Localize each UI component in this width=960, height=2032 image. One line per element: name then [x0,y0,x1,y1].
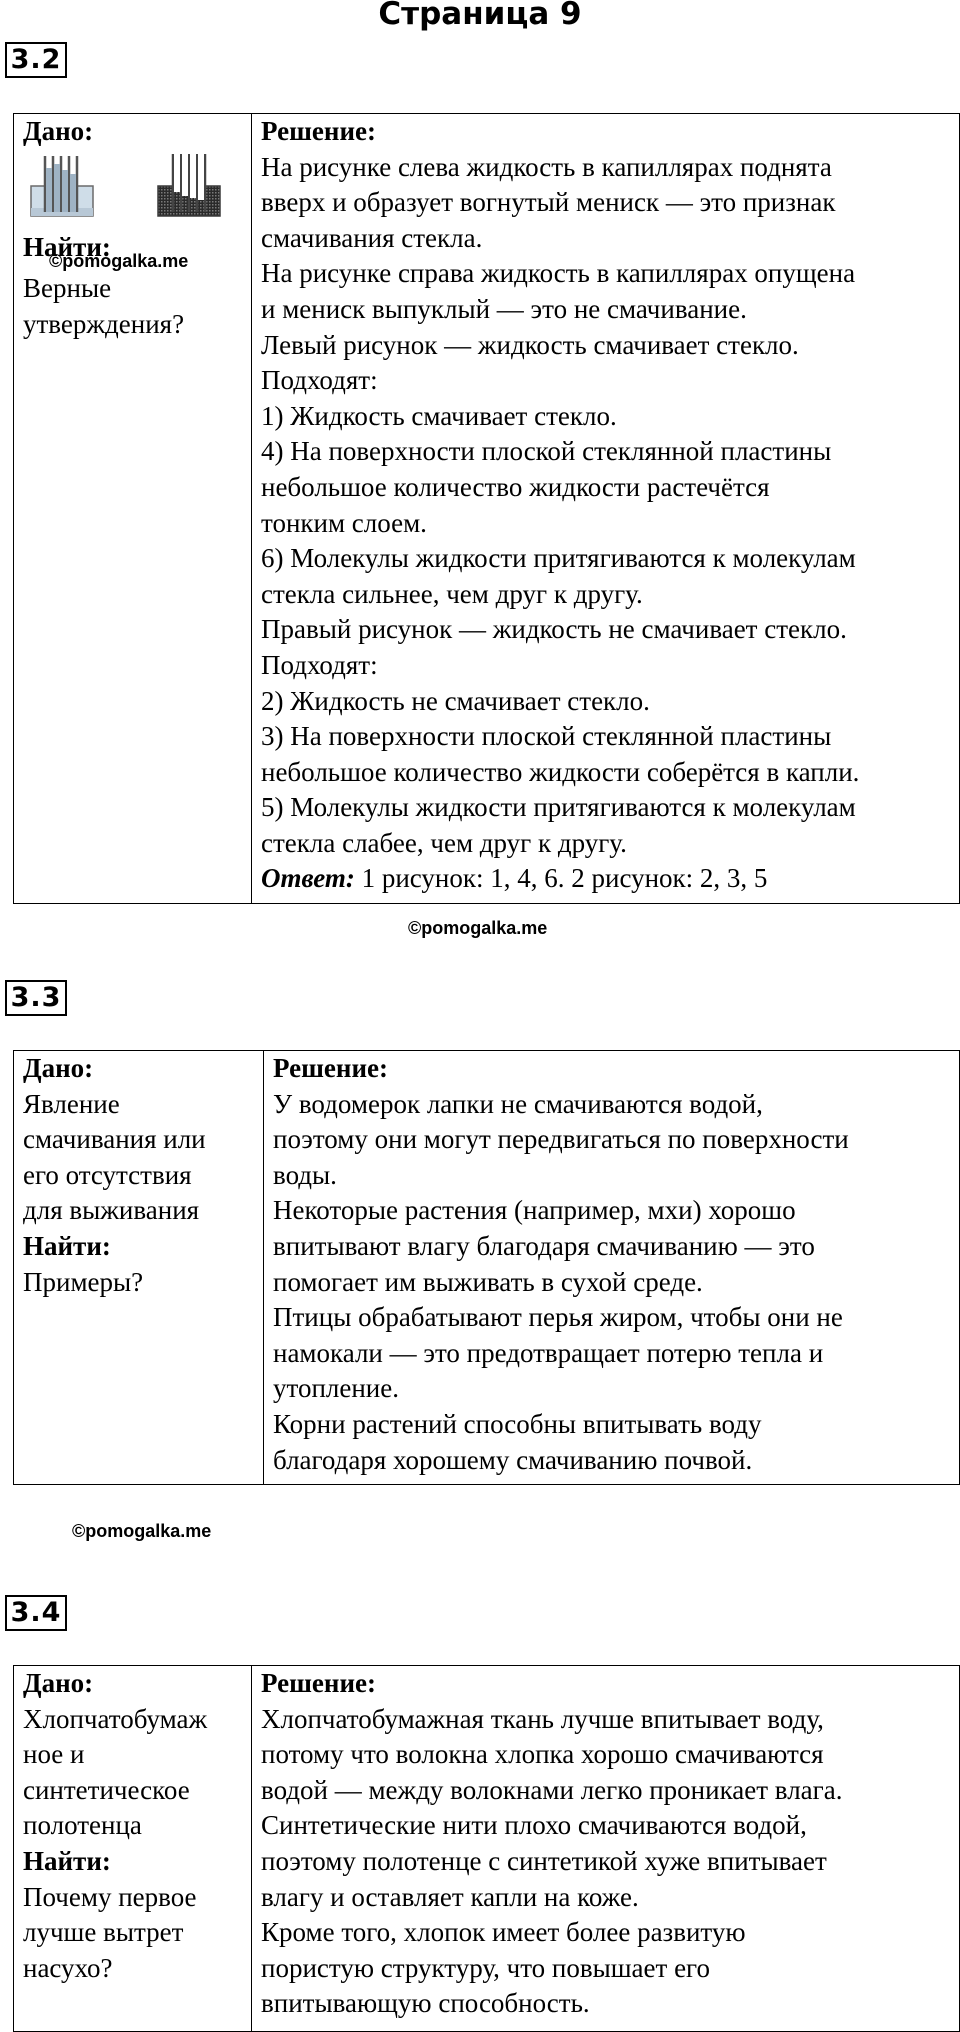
find-text-line: утверждения? [23,308,185,339]
solution-line: На рисунке слева жидкость в капиллярах поднята [261,151,832,182]
solution-line: Правый рисунок — жидкость не смачивает стекло. [261,614,847,645]
solution-line: тонким слоем. [261,507,427,538]
given-label: Дано: [23,1668,94,1698]
given-label: Дано: [23,1053,94,1083]
given-text-line: его отсутствия [23,1159,192,1190]
solution-line: Подходят: [261,649,378,680]
solution-line: стекла сильнее, чем друг к другу. [261,578,643,609]
answer-line [261,861,959,897]
solution-line: 6) Молекулы жидкости притягиваются к молекулам [261,543,856,574]
given-text-line: для выживания [23,1195,200,1226]
solution-label: Решение: [273,1053,388,1083]
given-label: Дано: [23,116,94,146]
solution-line: влагу и оставляет капли на коже. [261,1881,639,1912]
solution-line: На рисунке справа жидкость в капиллярах опущена [261,258,856,289]
given-cell [14,1666,252,2032]
solution-line: вверх и образует вогнутый мениск — это признак [261,187,836,218]
task-number-3-4: 3.4 [5,1595,67,1631]
given-text-line: синтетическое [23,1774,190,1805]
find-text-line: Почему первое [23,1881,197,1912]
find-text-line: лучше вытрет [23,1917,184,1948]
solution-line: 4) На поверхности плоской стеклянной пластины [261,436,832,467]
solution-line: впитывающую способность. [261,1988,590,2019]
solution-line: 2) Жидкость не смачивает стекло. [261,685,650,716]
solution-line: пористую структуру, что повышает его [261,1952,710,1983]
given-text-line: Явление [23,1088,120,1119]
page-title: Страница 9 [378,0,582,32]
solution-label: Решение: [261,116,376,146]
solution-line: намокали — это предотвращает потерю тепла и [273,1337,824,1368]
find-label: Найти: [23,231,111,262]
given-text-line: ное и [23,1739,85,1770]
given-cell [14,114,252,904]
watermark: ©pomogalka.me [49,251,189,272]
solution-line: помогает им выживать в сухой среде. [273,1266,703,1297]
solution-line: смачивания стекла. [261,222,483,253]
solution-line: воды. [273,1159,337,1190]
given-text-line: смачивания или [23,1124,206,1155]
solution-line: Птицы обрабатывают перья жиром, чтобы они не [273,1302,843,1333]
answer-label: Ответ: [261,863,355,894]
solution-line: поэтому они могут передвигаться по поверхности [273,1124,849,1155]
find-text-line: насухо? [23,1952,113,1983]
right-vessel [158,154,220,216]
solution-line: водой — между волокнами легко проникает влага. [261,1774,843,1805]
task-table-3-3 [13,1050,960,1485]
solution-cell [264,1051,960,1485]
solution-line: небольшое количество жидкости соберётся в капли. [261,756,860,787]
solution-line: 1) Жидкость смачивает стекло. [261,400,617,431]
given-cell [14,1051,264,1485]
watermark: ©pomogalka.me [72,1521,212,1541]
find-text-line: Верные [23,273,112,304]
find-label: Найти: [23,1845,111,1876]
solution-line: Некоторые растения (например, мхи) хорошо [273,1195,796,1226]
left-vessel [31,156,93,216]
solution-line: Левый рисунок — жидкость смачивает стекло. [261,329,799,360]
solution-line: Корни растений способны впитывать воду [273,1408,762,1439]
given-text-line: Хлопчатобумаж [23,1703,208,1734]
solution-line: утопление. [273,1373,399,1404]
solution-label: Решение: [261,1668,376,1698]
task-number-3-2: 3.2 [5,42,67,78]
watermark: ©pomogalka.me [408,918,548,938]
solution-line: поэтому полотенце с синтетикой хуже впитывает [261,1845,827,1876]
solution-line: небольшое количество жидкости растечётся [261,471,770,502]
solution-line: и мениск выпуклый — это не смачивание. [261,293,747,324]
task-table-3-2 [13,113,960,904]
solution-line: Кроме того, хлопок имеет более развитую [261,1917,746,1948]
solution-line: Хлопчатобумажная ткань лучше впитывает воду, [261,1703,824,1734]
solution-line: стекла слабее, чем друг к другу. [261,827,627,858]
task-number-3-3: 3.3 [5,980,67,1016]
given-text-line: полотенца [23,1810,142,1841]
capillary-figure [23,150,228,228]
solution-line: 3) На поверхности плоской стеклянной пластины [261,721,832,752]
answer-text: 1 рисунок: 1, 4, 6. 2 рисунок: 2, 3, 5 [354,863,768,894]
solution-line: потому что волокна хлопка хорошо смачиваются [261,1739,824,1770]
solution-line: У водомерок лапки не смачиваются водой, [273,1088,763,1119]
solution-line: 5) Молекулы жидкости притягиваются к молекулам [261,792,856,823]
solution-line: благодаря хорошему смачиванию почвой. [273,1444,753,1475]
find-text-line: Примеры? [23,1266,144,1297]
solution-cell [252,114,960,904]
solution-line: впитывают влагу благодаря смачиванию — это [273,1230,815,1261]
solution-line: Синтетические нити плохо смачиваются водой, [261,1810,807,1841]
task-table-3-4 [13,1665,960,2032]
solution-line: Подходят: [261,365,378,396]
find-label: Найти: [23,1230,111,1261]
solution-cell [252,1666,960,2032]
